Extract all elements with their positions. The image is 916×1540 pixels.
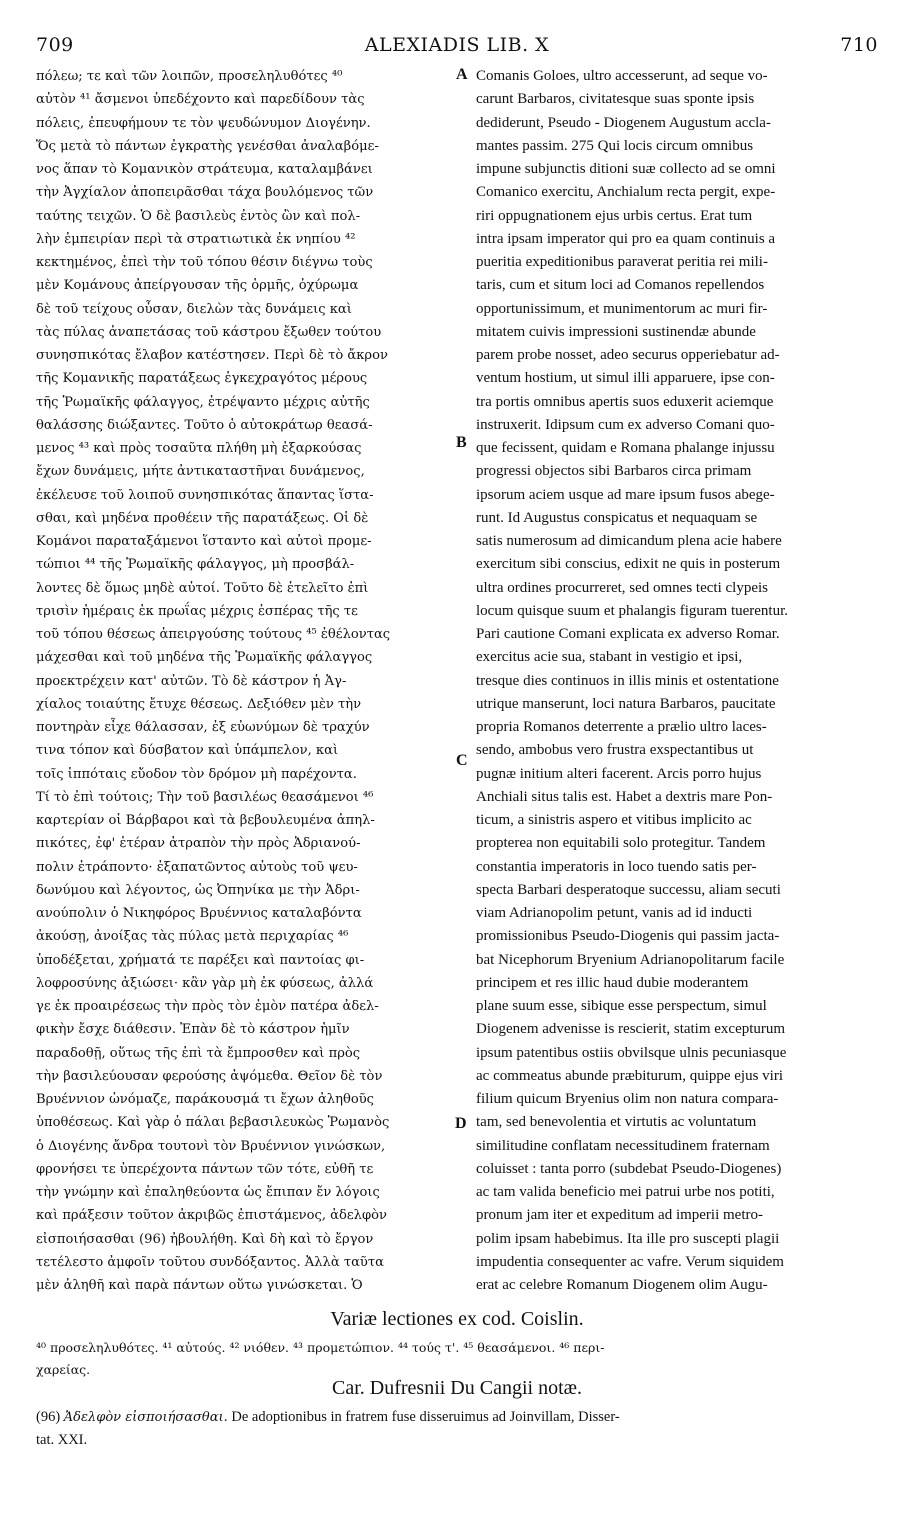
variant-line: ⁴⁰ προσεληλυθότες. ⁴¹ αὐτούς. ⁴² νιόθεν. ⁴³ προμετώπιον. ⁴⁴ τούς τ'. ⁴⁵ θεασάμενοι. ⁴⁶ περι-: [36, 1340, 605, 1355]
greek-text-line: λὴν ἐμπειρίαν περὶ τὰ στρατιωτικὰ ἐκ νηπίου ⁴²: [36, 231, 356, 247]
latin-text-line: coluisset : tanta porro (subdebat Pseudo-Diogenes): [476, 1160, 782, 1177]
footnote-line: [36, 1406, 878, 1429]
latin-text-line: opportunissimum, et munimentorum ac muri fir-: [476, 300, 768, 317]
margin-letter-d: D: [455, 1115, 467, 1132]
latin-text-line: riri oppugnationem ejus urbis certus. Erat tum: [476, 207, 753, 224]
greek-text-line: κεκτημένος, ἐπεὶ τὴν τοῦ τόπου θέσιν διέγνω τοὺς: [36, 255, 373, 270]
latin-text-line: filium quicum Bryenius olim non natura compara-: [476, 1091, 779, 1107]
latin-text-line: impudentia consequenter ac vafre. Verum siquidem: [476, 1253, 784, 1270]
greek-text-line: τώπιοι ⁴⁴ τῆς Ῥωμαϊκῆς φάλαγγος, μὴ προσβάλ-: [36, 557, 355, 573]
greek-text-line: τρισὶν ἡμέραις ἐκ πρωΐας μέχρις ἑσπέρας τῆς τε: [36, 603, 358, 619]
greek-text-line: μενος ⁴³ καὶ πρὸς τοσαῦτα πλήθη μὴ ἐξαρκούσας: [36, 441, 362, 456]
latin-text-line: intra ipsam imperator qui pro ea quam continuis a: [476, 230, 776, 247]
latin-text-column: [476, 65, 878, 1297]
latin-text-line: ticum, a sinistris aspero et vitibus implicito ac: [476, 812, 752, 828]
latin-text-line: taris, cum et situm loci ad Comanos repellendos: [476, 277, 765, 294]
latin-text-line: pueritia expeditionibus paraverat peritia rei mili-: [476, 254, 768, 270]
greek-text-line: δωνύμου καὶ λέγοντος, ὡς Ὀπηνίκα με τὴν Ἀδρι-: [36, 882, 360, 898]
greek-text-line: τῆς Κομανικῆς παρατάξεως ἐγκεχραγότος μέρους: [36, 371, 368, 387]
greek-text-line: τὴν γνώμην καὶ ἐπαληθεύοντα ὡς ἔπιπαν ἔν λόγοις: [36, 1185, 380, 1200]
latin-text-line: propria Romanos deterrente a prælio ultro laces-: [476, 719, 767, 735]
latin-text-line: instruxerit. Idipsum cum ex adverso Comani quo-: [476, 416, 775, 433]
latin-text-line: parem probe nosset, adeo securus opperiebatur ad-: [476, 347, 780, 363]
footnote-line-2: tat. XXI.: [36, 1432, 88, 1448]
latin-text-line: specta Barbari desperatoque successu, aliam secuti: [476, 881, 781, 898]
greek-text-line: ἐκέλευσε τοῦ λοιποῦ συνησπικότας ἅπαντας ἵστα-: [36, 487, 374, 503]
latin-text-line: plane suum esse, sibique esse perspectum, simul: [476, 998, 767, 1014]
variant-line: χαρείας.: [36, 1362, 91, 1377]
latin-text-line: ipsorum aciem usque ad mare ipsum fusos abege-: [476, 486, 775, 503]
latin-text-line: locum quisque suum et phalangis figuram tuerentur.: [476, 602, 789, 619]
greek-text-line: ὑποδέξεται, χρήματά τε παρέξει καὶ παντοίας φι-: [36, 952, 365, 968]
greek-text-line: τῆς Ῥωμαϊκῆς φάλαγγος, ἐτρέψαντο μέχρις αὐτῆς: [36, 394, 370, 410]
latin-text-line: ultra ordines procurreret, sed omnes tecti clypeis: [476, 579, 768, 596]
greek-text-line: αὐτὸν ⁴¹ ἄσμενοι ὑπεδέχοντο καὶ παρεδίδουν τὰς: [36, 92, 365, 108]
latin-text-line: ventum hostium, ut simul illi apparuere, ipse con-: [476, 370, 775, 387]
greek-text-line: εἰσποιήσασθαι (96) ἠβουλήθη. Καὶ δὴ καὶ τὸ ἔργον: [36, 1231, 374, 1247]
greek-text-line: γε ἐκ προαιρέσεως τὴν πρὸς τὸν ἐμὸν πατέρα ἀδελ-: [36, 999, 379, 1014]
greek-text-line: τὴν βασιλεύουσαν φερούσης ἀψόμεθα. Θεῖον δὲ τὸν: [36, 1068, 383, 1084]
greek-text-line: μὲν Κομάνους ἀπείργουσαν τῆς ὁρμῆς, ὀχύρωμα: [36, 278, 359, 294]
greek-text-line: καρτερίαν οἱ Βάρβαροι καὶ τὰ βεβουλευμένα ἀπηλ-: [36, 813, 375, 828]
left-page-number: 709: [36, 34, 74, 56]
latin-text-line: mantes passim. 275 Qui locis circum omnibus: [476, 137, 754, 154]
margin-letter-c: C: [456, 752, 468, 769]
greek-text-line: ανούπολιν ὁ Νικηφόρος Βρυέννιος καταλαβόντα: [36, 906, 362, 921]
latin-text-line: dediderunt, Pseudo - Diogenem Augustum accla-: [476, 114, 771, 131]
margin-letter-b: B: [456, 434, 467, 451]
greek-text-line: ποντηρὰν εἶχε θάλασσαν, ἐξ εὐωνύμων δὲ τραχύν: [36, 720, 370, 735]
latin-text-line: runt. Id Augustus conspicatus et nequaquam se: [476, 509, 758, 526]
greek-text-line: μάχεσθαι καὶ τοῦ μηδένα τῆς Ῥωμαϊκῆς φάλαγγος: [36, 650, 373, 666]
footnote-lemma: Ἀδελφὸν εἰσποιήσασθαι.: [63, 1410, 228, 1425]
variant-readings-heading: Variæ lectiones ex cod. Coislin.: [330, 1308, 584, 1330]
greek-text-line: πικότες, ἐφ' ἑτέραν ἀτραπὸν τὴν πρὸς Ἀδριανού-: [36, 836, 361, 852]
greek-text-line: λοντες δὲ ὅμως μηδὲ αὐτοί. Τοῦτο δὲ ἐτελεῖτο ἐπὶ: [36, 580, 369, 596]
latin-text-line: Comanico exercitu, Anchialum recta pergit, expe-: [476, 184, 776, 201]
notes-heading: Car. Dufresnii Du Cangii notæ.: [332, 1377, 582, 1399]
latin-text-line: impune subjunctis ditioni suæ collecto ad se omni: [476, 161, 776, 177]
greek-text-line: τὴν Ἀγχίαλον ἀποπειρᾶσθαι τάχα βουλόμενος τῶν: [36, 185, 374, 201]
latin-text-line: tra portis omnibus apertis suos eduxerit aciemque: [476, 393, 774, 410]
latin-text-line: viam Adrianopolim petunt, vanis ad id inducti: [476, 905, 753, 921]
latin-text-line: similitudine conflatam necessitudinem fraternam: [476, 1137, 770, 1154]
latin-text-line: Diogenem advenisse is rescierit, statim excepturum: [476, 1021, 786, 1038]
greek-text-line: καὶ πράξεσιν τοῦτον ἀκριβῶς ἐπιστάμενος, ἀδελφὸν: [36, 1208, 387, 1224]
greek-text-column: [36, 65, 454, 1297]
latin-text-line: pronum jam iter et expeditum ad imperii metro-: [476, 1207, 763, 1224]
greek-text-line: προεκτρέχειν κατ' αὐτῶν. Τὸ δὲ κάστρον ἡ Ἀγ-: [36, 673, 347, 689]
greek-text-line: τὰς πύλας ἀναπετάσας τοῦ κάστρου ἔξωθεν τούτου: [36, 324, 382, 340]
greek-text-line: ὁ Διογένης ἄνδρα τουτονὶ τὸν Βρυέννιον γινώσκων,: [36, 1138, 386, 1154]
greek-text-line: τοῖς ἱππόταις εὔοδον τὸν δρόμον μὴ παρέχοντα.: [36, 766, 357, 782]
greek-text-line: νος ἅπαν τὸ Κομανικὸν στράτευμα, καταλαμβάνει: [36, 162, 373, 177]
latin-text-line: exercitum sibi conscius, edixit ne quis in posterum: [476, 556, 781, 573]
latin-text-line: ipsum patentibus ostiis obvilsque ulnis pecuniasque: [476, 1044, 787, 1061]
greek-text-line: πόλεω; τε καὶ τῶν λοιπῶν, προσεληλυθότες ⁴⁰: [36, 69, 343, 84]
greek-text-line: φρονήσει τε ὑπερέχοντα πάντων τῶν τότε, εὐθῆ τε: [36, 1161, 374, 1177]
greek-text-line: χίαλος τοιαύτης ἔτυχε θέσεως. Δεξιόθεν μὲν τὴν: [36, 696, 362, 712]
footnotes: [36, 1406, 878, 1451]
latin-text-line: carunt Barbaros, civitatesque suas sponte ipsis: [476, 91, 755, 108]
latin-text-line: progressi objectos sibi Barbaros circa primam: [476, 463, 752, 480]
greek-text-line: παραδοθῇ, οὕτως τῆς ἐπὶ τὰ ἔμπροσθεν καὶ πρὸς: [36, 1045, 361, 1061]
footnote-number: (96): [36, 1409, 61, 1425]
latin-text-line: principem et res illic haud dubie moderantem: [476, 974, 749, 991]
latin-text-line: que fecissent, quidam e Romana phalange injussu: [476, 440, 775, 456]
greek-text-line: σθαι, καὶ μηδένα προθέειν τῆς παρατάξεως. Οἱ δὲ: [36, 510, 369, 526]
right-page-number: 710: [840, 34, 878, 56]
greek-text-line: φικὴν ἔσχε διάθεσιν. Ἐπὰν δὲ τὸ κάστρον ἡμῖν: [36, 1022, 350, 1038]
latin-text-line: Anchiali situs talis est. Habet a dextris mare Pon-: [476, 788, 773, 805]
greek-text-line: ταύτης τειχῶν. Ὁ δὲ βασιλεὺς ἐντὸς ὢν καὶ πολ-: [36, 208, 361, 224]
greek-text-line: Ὅς μετὰ τὸ πάντων ἐγκρατὴς γενέσθαι ἀναλαβόμε-: [36, 138, 379, 154]
latin-text-line: utrique manserunt, loci natura Barbaros, paucitate: [476, 695, 776, 712]
latin-text-line: exercitus acie sua, stabant in vestigio et ipsi,: [476, 649, 743, 666]
greek-text-line: ὑποθέσεως. Καὶ γὰρ ὁ πάλαι βεβασιλευκὼς Ῥωμανὸς: [36, 1115, 390, 1131]
greek-text-line: μὲν ἀληθῆ καὶ παρὰ πάντων οὕτω γινώσκεται. Ὁ: [36, 1278, 363, 1293]
greek-text-line: Τί τὸ ἐπὶ τούτοις; Τὴν τοῦ βασιλέως θεασάμενοι ⁴⁶: [36, 789, 374, 805]
greek-text-line: συνησπικότας ἔλαβον κατέστησεν. Περὶ δὲ τὸ ἄκρον: [36, 348, 388, 363]
latin-text-line: ac tam valida beneficio mei patrui urbe nos potiti,: [476, 1184, 775, 1200]
latin-text-line: polim ipsam habebimus. Ita ille pro suscepti plagii: [476, 1230, 780, 1247]
greek-text-line: δὲ τοῦ τείχους οὖσαν, διελὼν τὰς δυνάμεις καὶ: [36, 301, 352, 317]
latin-text-line: promissionibus Pseudo-Diogenis qui passim jacta-: [476, 928, 780, 945]
latin-text-line: Comanis Goloes, ultro accesserunt, ad seque vo-: [476, 68, 768, 84]
latin-text-line: ac commeatus abunde præbiturum, quippe ejus viri: [476, 1067, 784, 1084]
greek-text-line: Βρυέννιον ὠνόμαζε, παράκουσμά τι ἔχων ἀληθοῦς: [36, 1092, 375, 1107]
greek-text-line: ἀκούσῃ, ἀνοίξας τὰς πύλας μετὰ περιχαρίας ⁴⁶: [36, 929, 349, 945]
greek-text-line: πολιν ἐτράποντο· ἐξαπατῶντος αὐτοὺς τοῦ ψευ-: [36, 859, 358, 875]
greek-text-line: λοφροσύνης ἀξιώσει· κἂν γὰρ μὴ ἐκ φύσεως, ἀλλά: [36, 975, 374, 991]
latin-text-line: tam, sed benevolentia et virtutis ac voluntatum: [476, 1114, 757, 1131]
page-header: [36, 34, 878, 62]
latin-text-line: pugnæ initium alteri facerent. Arcis porro hujus: [476, 765, 762, 782]
latin-text-line: satis numerosum ad dimicandum plena acie habere: [476, 533, 782, 549]
running-title: ALEXIADIS LIB. X: [364, 34, 550, 56]
greek-text-line: τοῦ τόπου θέσεως ἀπειργούσης τούτους ⁴⁵ ἐθέλοντας: [36, 627, 391, 642]
footnote-text: De adoptionibus in fratrem fuse disseruimus ad Joinvillam, Disser-: [227, 1409, 620, 1425]
latin-text-line: sendo, ambobus vero frustra exspectantibus ut: [476, 742, 754, 759]
latin-text-line: bat Nicephorum Bryenium Adrianopolitarum facile: [476, 951, 785, 968]
variant-readings: [36, 1337, 878, 1381]
latin-text-line: propterea non equitabili solo protegitur. Tandem: [476, 835, 766, 852]
greek-text-line: θαλάσσης διώξαντες. Τοῦτο ὁ αὐτοκράτωρ θεασά-: [36, 417, 373, 433]
greek-text-line: πόλεις, ἐπευφήμουν τε τὸν ψευδώνυμον Διογένην.: [36, 115, 371, 131]
greek-text-line: τινα τόπον καὶ δύσβατον καὶ ὑπάμπελον, καὶ: [36, 743, 339, 759]
latin-text-line: Pari cautione Comani explicata ex adverso Romar.: [476, 626, 780, 642]
greek-text-line: τετέλεστο ἀμφοῖν τοῦτου συνδόξαντος. Ἀλλὰ ταῦτα: [36, 1254, 384, 1270]
latin-text-line: tresque dies continuos in illis minis et ostentatione: [476, 672, 779, 689]
margin-letter-a: A: [456, 66, 468, 83]
latin-text-line: constantia imperatoris in loco tuendo satis per-: [476, 858, 757, 875]
latin-text-line: erat ac celebre Romanum Diogenem olim Augu-: [476, 1277, 768, 1293]
greek-text-line: ἔχων δυνάμεις, μήτε ἀντικαταστῆναι δυνάμενος,: [36, 464, 365, 480]
latin-text-line: mitatem cuivis impressioni sustinendæ abunde: [476, 323, 756, 340]
greek-text-line: Κομάνοι παραταξάμενοι ἵσταντο καὶ αὐτοὶ προμε-: [36, 534, 372, 549]
